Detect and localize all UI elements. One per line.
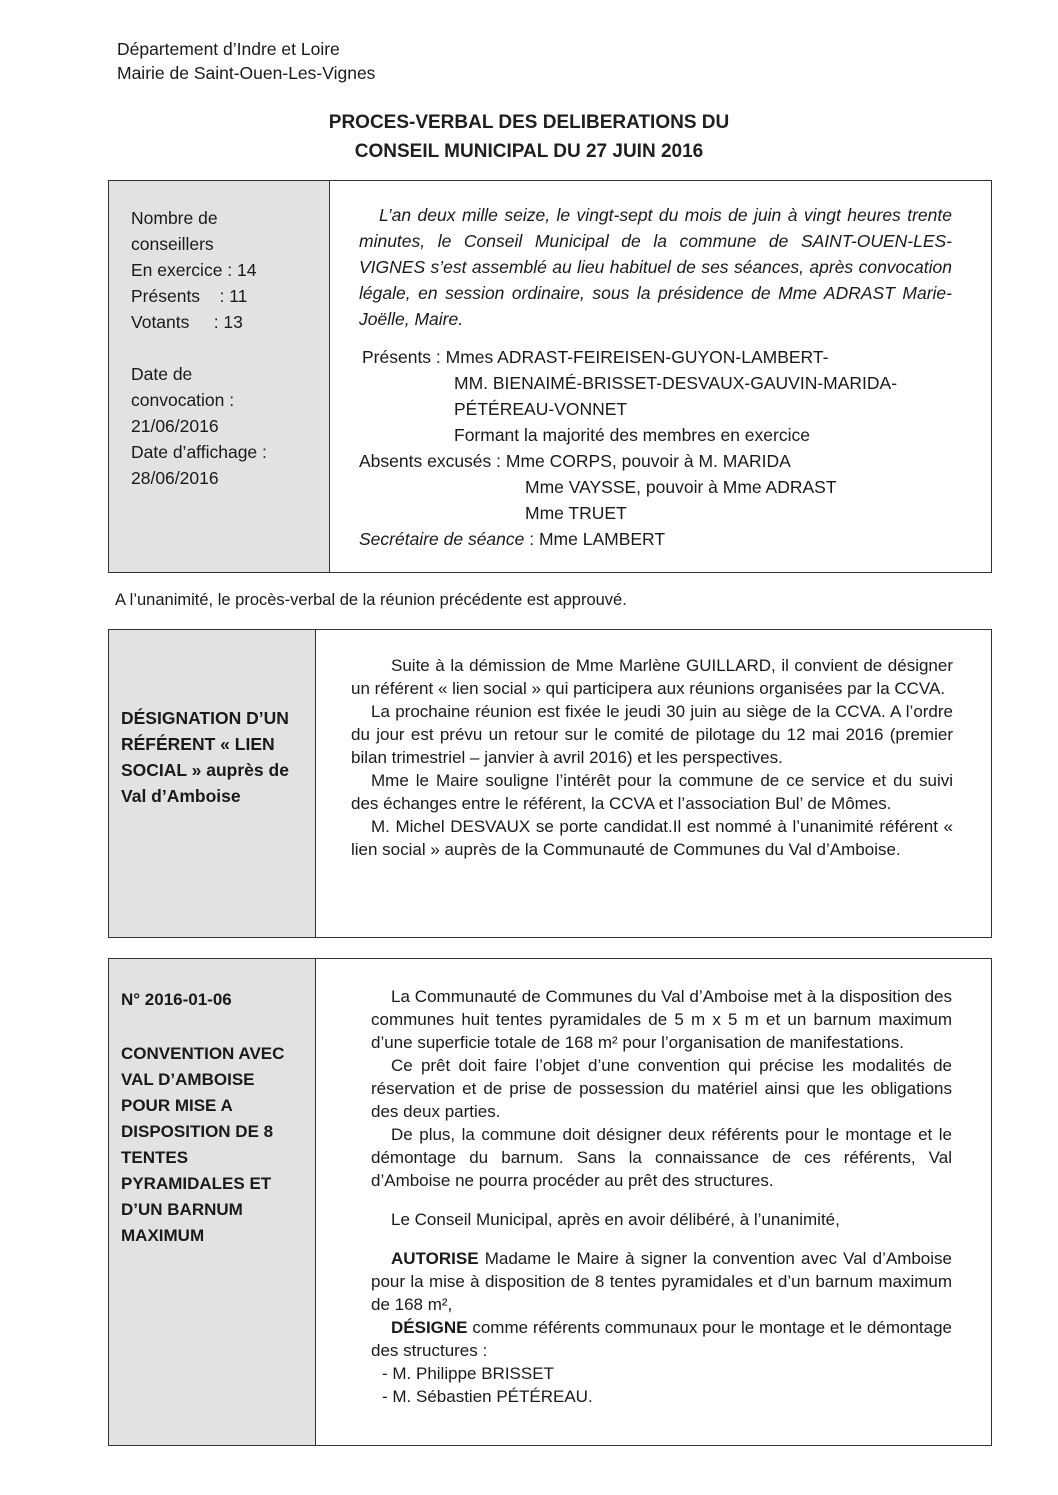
secretaire-label: Secrétaire de séance [359, 529, 525, 549]
autorise-text: Madame le Maire à signer la convention avec Val d’Amboise pour la mise à disposition de 8 tentes pyramidales et d’un barnum maximum de 168 m², [371, 1249, 952, 1314]
presents-line-3: PÉTÉREAU-VONNET [454, 399, 628, 419]
deliberation-title [121, 705, 289, 809]
title-line: POUR MISE A [121, 1096, 233, 1115]
stat-line: Date d’affichage : [131, 442, 267, 462]
deliberation-title-sidebar [109, 630, 316, 937]
title-line: D’UN BARNUM [121, 1200, 243, 1219]
title-line: SOCIAL » auprès de [121, 760, 289, 780]
secretaire-value: : Mme LAMBERT [524, 529, 666, 549]
designe-clause [371, 1316, 952, 1362]
absents-line-1: Absents excusés : Mme CORPS, pouvoir à M. MARIDA [359, 451, 791, 471]
title-line: DÉSIGNATION D’UN [121, 708, 289, 728]
stat-line: Nombre de [131, 208, 218, 228]
designe-text: comme référents communaux pour le montage et le démontage des structures : [371, 1318, 952, 1360]
autorise-label: AUTORISE [391, 1249, 479, 1268]
deliberation-body [371, 985, 952, 1408]
paragraph: Ce prêt doit faire l’objet d’une convention qui précise les modalités de réservation et de prise de possession du matériel ainsi que les obligations des deux parties. [371, 1056, 952, 1121]
autorise-clause [371, 1247, 952, 1316]
session-stats-sidebar [109, 181, 330, 572]
session-intro: L’an deux mille seize, le vingt-sept du mois de juin à vingt heures trente minutes, le Conseil Municipal de la commune de SAINT-OUEN-LES-VIGNES s’est assemblé au lieu habituel de ses séances, après convocation légale, en session ordinaire, sous la présidence de Mme ADRAST Marie-Joëlle, Maire. [359, 205, 952, 329]
deliberation-title-sidebar [109, 959, 316, 1445]
paragraph: M. Michel DESVAUX se porte candidat.Il est nommé à l’unanimité référent « lien social » auprès de la Communauté de Communes du Val d’Amboise. [351, 817, 953, 859]
title-line: PYRAMIDALES ET [121, 1174, 272, 1193]
session-info-box [108, 180, 992, 573]
presents-line-4: Formant la majorité des membres en exercice [454, 425, 810, 445]
paragraph: La prochaine réunion est fixée le jeudi 30 juin au siège de la CCVA. A l’ordre du jour est prévu un retour sur le comité de pilotage du 12 mai 2016 (premier bilan trimestriel – janvier à avril 2016) et les perspectives. [351, 702, 953, 767]
presents-line-2: MM. BIENAIMÉ-BRISSET-DESVAUX-GAUVIN-MARIDA- [454, 373, 898, 393]
stat-line: conseillers [131, 234, 214, 254]
absents-line-2: Mme VAYSSE, pouvoir à Mme ADRAST [525, 477, 837, 497]
title-line: MAXIMUM [121, 1226, 205, 1245]
stat-line: convocation : [131, 390, 235, 410]
deliberation-title [121, 1041, 284, 1249]
deliberation-lien-social [108, 629, 992, 938]
convocation-date: 21/06/2016 [131, 416, 219, 436]
title-line: RÉFÉRENT « LIEN [121, 734, 275, 754]
deliberation-body [351, 654, 953, 861]
referent-2: - M. Sébastien PÉTÉREAU. [382, 1387, 593, 1406]
attendance [359, 344, 962, 552]
paragraph: Suite à la démission de Mme Marlène GUILLARD, il convient de désigner un référent « lien social » qui participera aux réunions organisées par la CCVA. [351, 656, 953, 698]
title-line: CONVENTION AVEC [121, 1044, 285, 1063]
absents-line-3: Mme TRUET [525, 503, 627, 523]
paragraph: De plus, la commune doit désigner deux référents pour le montage et le démontage du barnum. Sans la connaissance de ces référents, Val d’Amboise ne pourra procéder au prêt des structures. [371, 1125, 952, 1190]
referent-1: - M. Philippe BRISSET [382, 1364, 554, 1383]
page-title-line-2: CONSEIL MUNICIPAL DU 27 JUIN 2016 [354, 141, 704, 162]
page-title-line-1: PROCES-VERBAL DES DELIBERATIONS DU [328, 112, 730, 133]
paragraph: La Communauté de Communes du Val d’Amboise met à la disposition des communes huit tentes pyramidales de 5 m x 5 m et un barnum maximum d’une superficie totale de 168 m² pour l’organisation de manifestations. [371, 987, 952, 1052]
deliberation-convention [108, 958, 992, 1446]
presents-line-1: Présents : Mmes ADRAST-FEIREISEN-GUYON-LAMBERT- [362, 347, 829, 367]
title-line: Val d’Amboise [121, 786, 241, 806]
affichage-date: 28/06/2016 [131, 468, 219, 488]
paragraph: Mme le Maire souligne l’intérêt pour la commune de ce service et du suivi des échanges entre le référent, la CCVA et l’association Bul’ de Mômes. [351, 771, 953, 813]
title-line: TENTES [121, 1148, 189, 1167]
stat-presents: Présents : 11 [131, 286, 248, 306]
title-line: VAL D’AMBOISE [121, 1070, 255, 1089]
approval-statement: A l’unanimité, le procès-verbal de la réunion précédente est approuvé. [115, 591, 627, 609]
mairie-header: Mairie de Saint-Ouen-Les-Vignes [117, 63, 376, 83]
stat-line: Date de [131, 364, 193, 384]
decision-intro: Le Conseil Municipal, après en avoir délibéré, à l’unanimité, [391, 1210, 840, 1229]
title-line: DISPOSITION DE 8 [121, 1122, 274, 1141]
stats-text [131, 205, 267, 491]
stat-votants: Votants : 13 [131, 312, 243, 332]
deliberation-number: N° 2016-01-06 [121, 990, 232, 1009]
department-header: Département d’Indre et Loire [117, 39, 340, 59]
secretaire-line [359, 526, 962, 552]
stat-en-exercice: En exercice : 14 [131, 260, 257, 280]
designe-label: DÉSIGNE [391, 1318, 468, 1337]
